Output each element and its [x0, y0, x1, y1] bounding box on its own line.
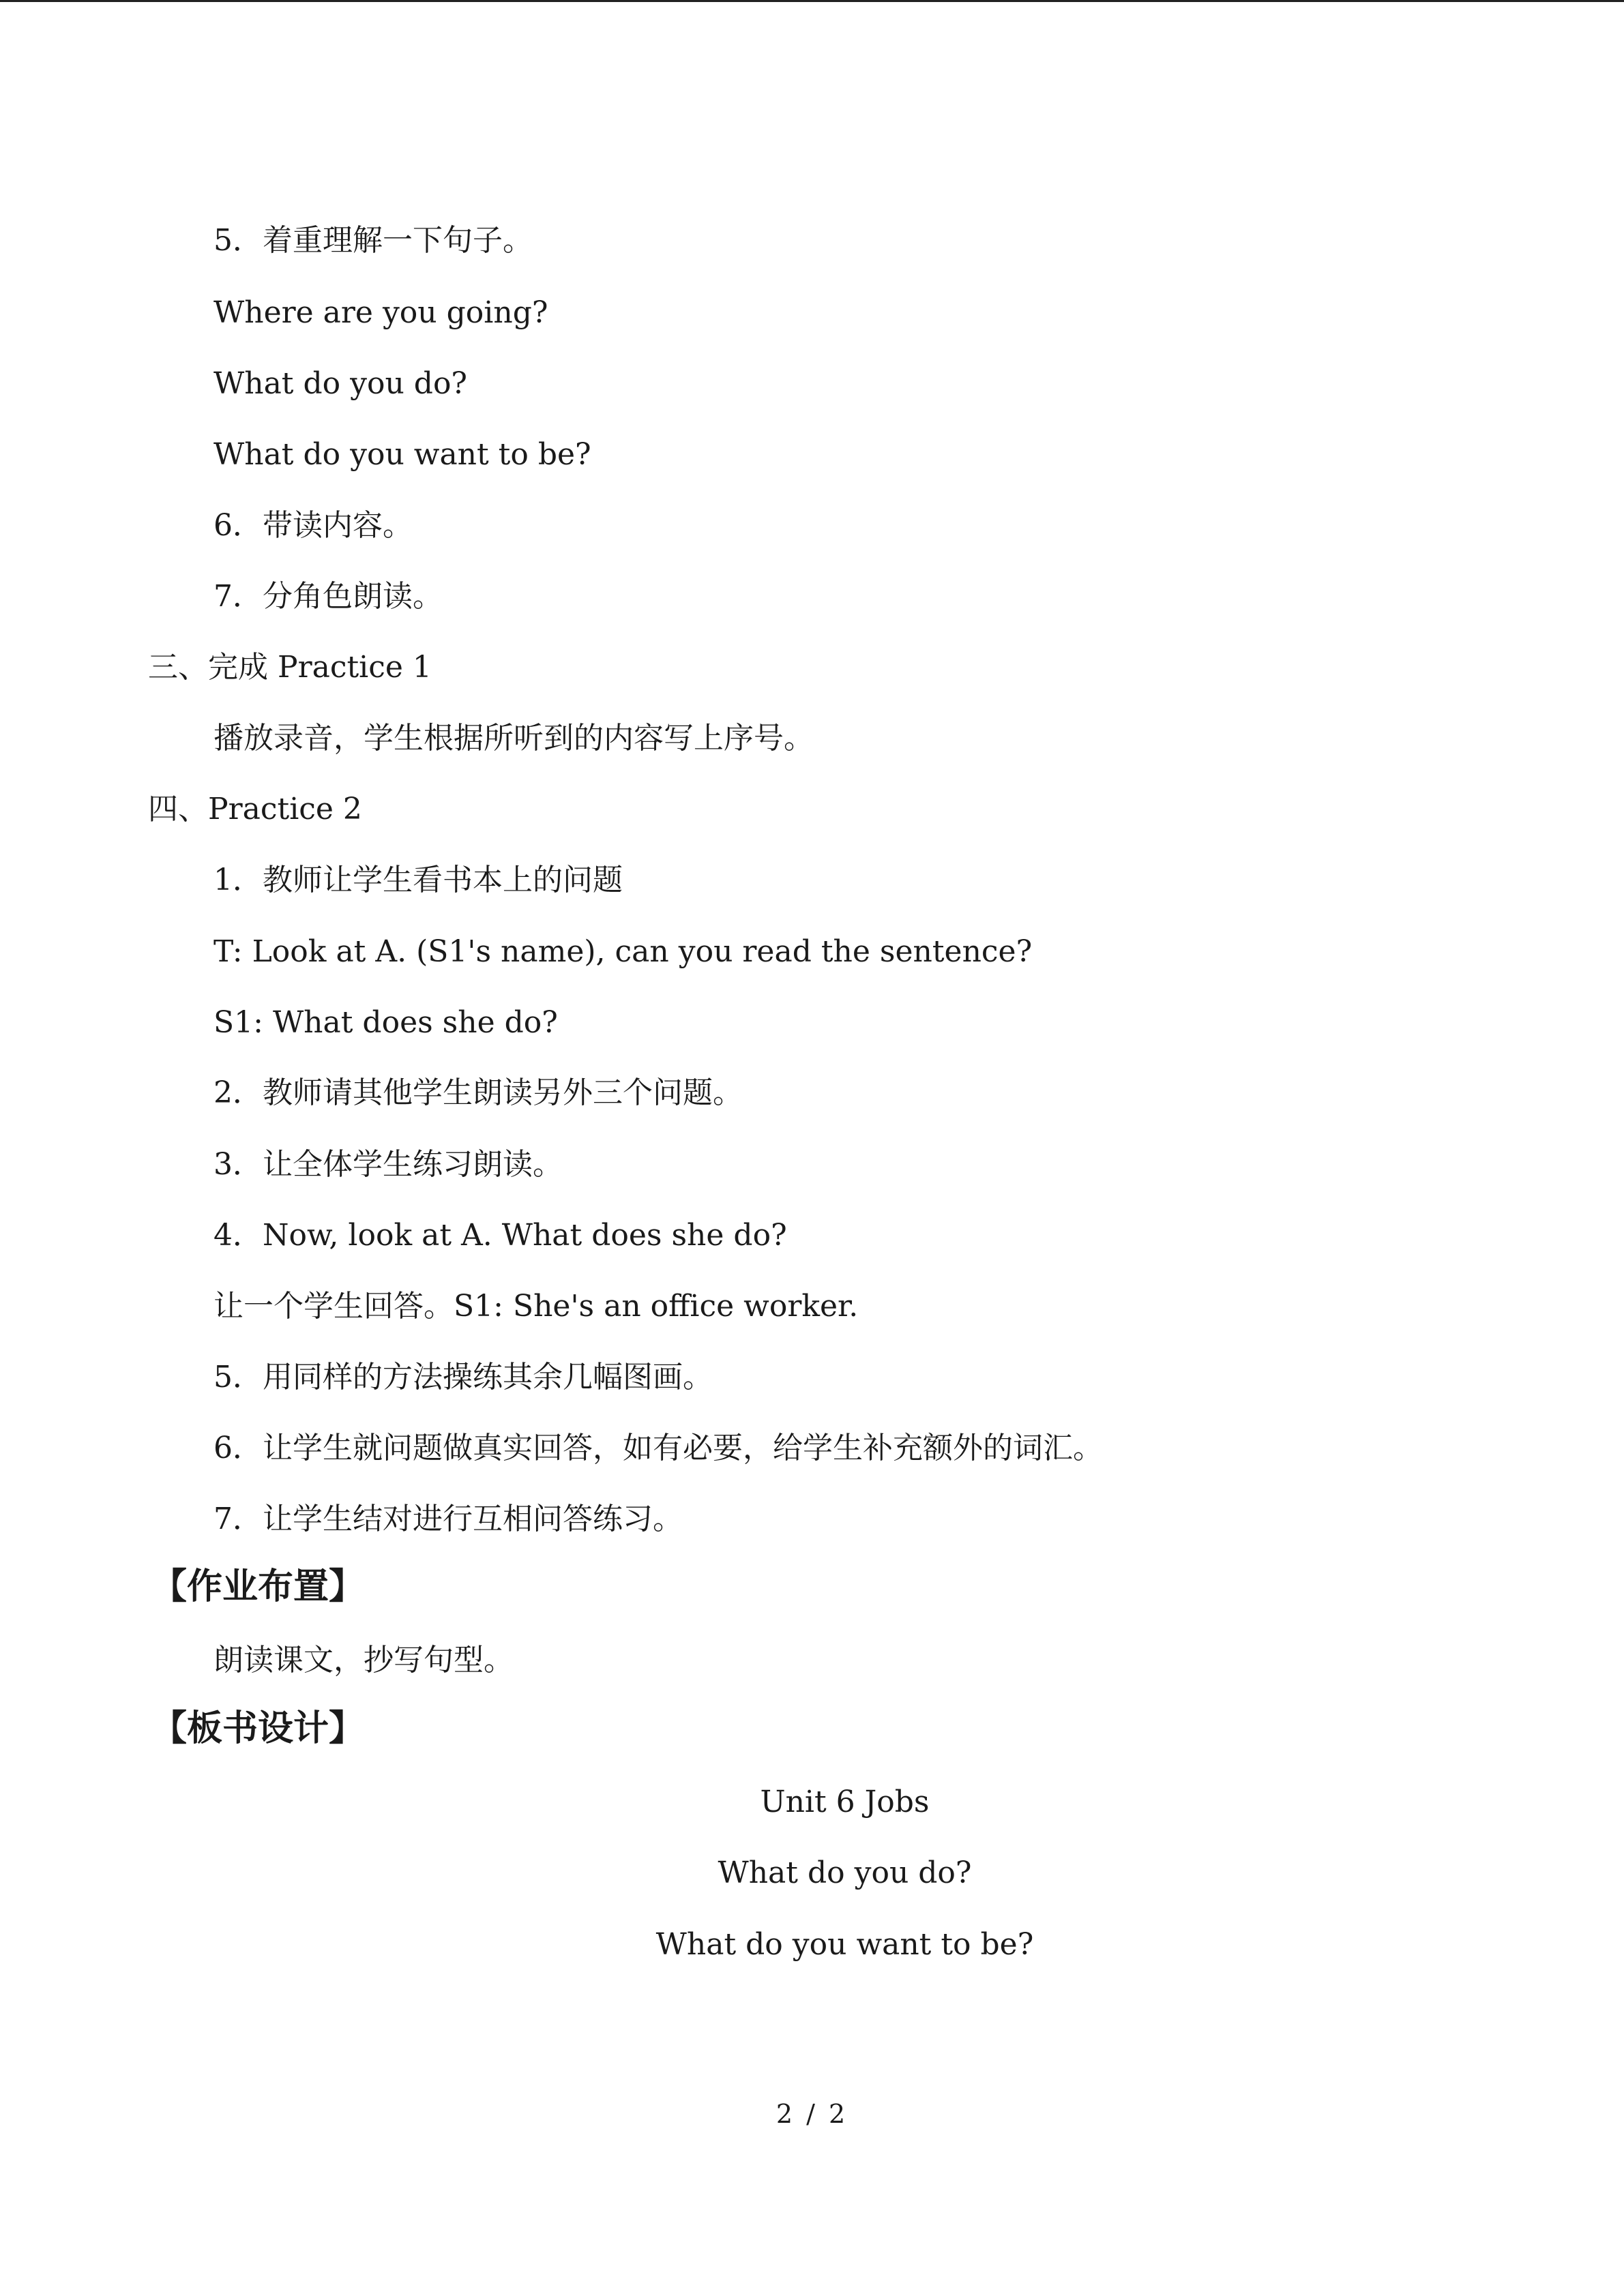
practice-step-7: 7．让学生结对进行互相问答练习。 — [213, 1502, 683, 1536]
step-6-lead-reading: 6．带读内容。 — [213, 508, 413, 543]
practice-step-2: 2．教师请其他学生朗读另外三个问题。 — [213, 1075, 743, 1110]
top-border — [0, 0, 1624, 2]
step-5-sentences: 5．着重理解一下句子。 — [213, 223, 533, 258]
homework-heading: 【作业布置】 — [151, 1566, 365, 1607]
sentence-want-to-be: What do you want to be? — [213, 437, 591, 472]
board-design-heading: 【板书设计】 — [151, 1708, 365, 1749]
practice-step-3: 3．让全体学生练习朗读。 — [213, 1147, 563, 1182]
practice-step-1: 1．教师让学生看书本上的问题 — [213, 863, 623, 897]
practice-step-5: 5．用同样的方法操练其余几幅图画。 — [213, 1360, 713, 1395]
section-4-title: 四、Practice 2 — [148, 792, 362, 826]
practice-step-4: 4．Now, look at A. What does she do? — [213, 1218, 787, 1253]
teacher-dialogue: T: Look at A. (S1's name), can you read the sentence? — [213, 934, 1033, 969]
board-question-1: What do you do? — [718, 1855, 972, 1890]
page-number: 2 / 2 — [776, 2099, 848, 2129]
sentence-where-going: Where are you going? — [213, 295, 548, 330]
student-answer: 让一个学生回答。S1: She's an office worker. — [213, 1289, 859, 1324]
section-3-title: 三、完成 Practice 1 — [148, 650, 432, 685]
step-7-role-reading: 7．分角色朗读。 — [213, 579, 443, 614]
homework-text: 朗读课文，抄写句型。 — [213, 1643, 514, 1678]
section-3-text: 播放录音，学生根据所听到的内容写上序号。 — [213, 721, 814, 756]
board-unit-title: Unit 6 Jobs — [760, 1785, 930, 1819]
board-question-2: What do you want to be? — [655, 1927, 1034, 1962]
sentence-what-do: What do you do? — [213, 366, 468, 401]
practice-step-6: 6．让学生就问题做真实回答，如有必要，给学生补充额外的词汇。 — [213, 1431, 1103, 1465]
student-dialogue: S1: What does she do? — [213, 1005, 558, 1040]
